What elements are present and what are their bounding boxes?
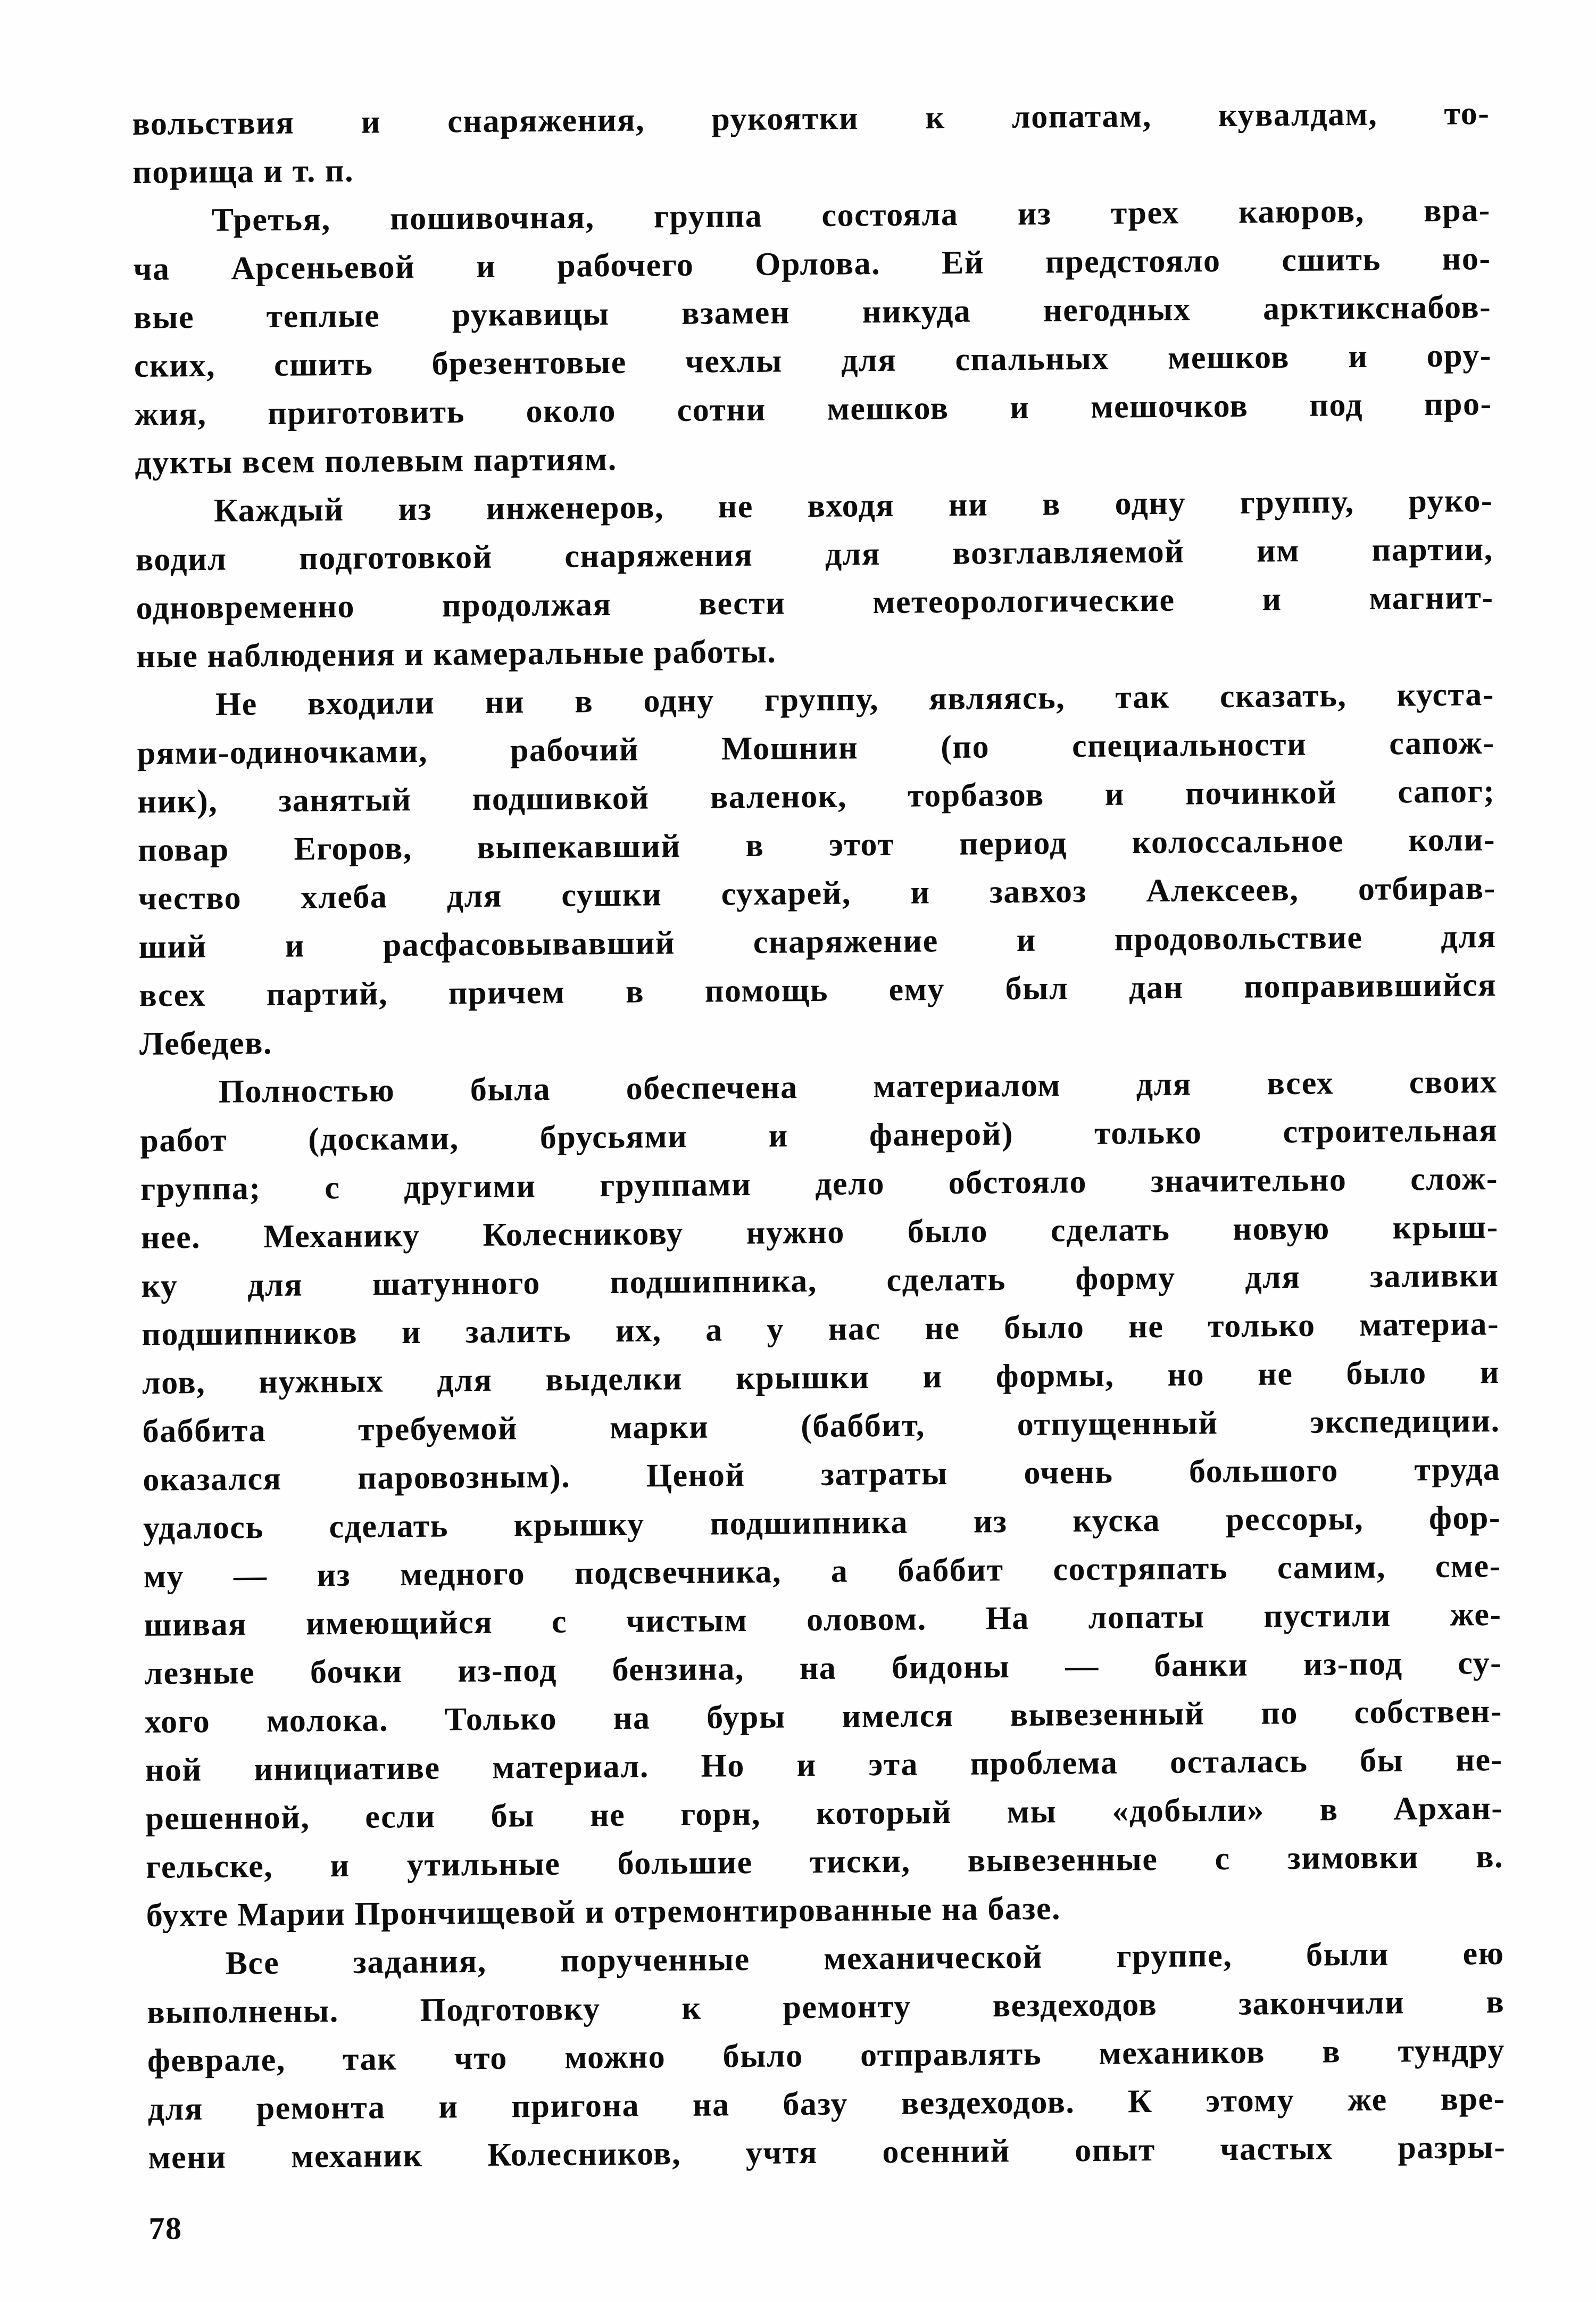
text-line: мени механик Колесников, учтя осенний опыт частых разры-: [148, 2129, 1506, 2176]
text-line: вые теплые рукавицы взамен никуда негодных арктикснабов-: [133, 288, 1492, 336]
text-line: ку для шатунного подшипника, сделать форму для заливки: [141, 1257, 1499, 1304]
page-number: 78: [148, 2210, 182, 2246]
text-line: Все задания, порученные механической группе, были ею: [225, 1935, 1504, 1982]
text-line: повар Егоров, выпекавший в этот период колоссальное коли-: [137, 821, 1496, 868]
text-line: хого молока. Только на буры имелся вывезенный по собствен-: [144, 1693, 1503, 1740]
text-line: дукты всем полевым партиям.: [135, 441, 618, 481]
text-line: феврале, так что можно было отправлять механиков в тундру: [147, 2032, 1506, 2079]
text-line: рями-одиночками, рабочий Мошнин (по специальности сапож-: [137, 724, 1495, 772]
text-line: одновременно продолжая вести метеорологические и магнит-: [136, 579, 1494, 626]
text-block: [132, 89, 1507, 2253]
text-line: вольствия и снаряжения, рукоятки к лопатам, кувалдам, то-: [132, 95, 1490, 143]
text-line: ной инициативе материал. Но и эта проблема осталась бы не-: [145, 1741, 1503, 1788]
text-line: лов, нужных для выделки крышки и формы, но не было и: [142, 1354, 1500, 1401]
text-line: Третья, пошивочная, группа состояла из трех каюров, вра-: [211, 192, 1491, 238]
text-line: му — из медного подсвечника, а баббит состряпать самим, сме-: [143, 1547, 1502, 1595]
text-line: Лебедев.: [139, 1025, 273, 1062]
text-line: решенной, если бы не горн, который мы «добыли» в Архан-: [145, 1790, 1503, 1837]
text-line: Полностью была обеспечена материалом для всех своих: [218, 1063, 1498, 1110]
text-line: чество хлеба для сушки сухарей, и завхоз Алексеев, отбирав-: [138, 870, 1497, 917]
text-line: удалось сделать крышку подшипника из куска рессоры, фор-: [143, 1499, 1501, 1546]
text-line: нее. Механику Колесникову нужно было сделать новую крыш-: [140, 1208, 1499, 1256]
text-line: баббита требуемой марки (баббит, отпущенный экспедиции.: [142, 1402, 1500, 1450]
text-line: выполнены. Подготовку к ремонту вездеходов закончили в: [146, 1983, 1505, 2031]
text-line: порища и т. п.: [132, 152, 354, 191]
text-line: шивая имеющийся с чистым оловом. На лопаты пустили же-: [144, 1596, 1502, 1643]
text-line: ший и расфасовывавший снаряжение и продовольствие для: [138, 918, 1497, 965]
text-line: жия, приготовить около сотни мешков и мешочков под про-: [134, 385, 1492, 433]
text-line: ских, сшить брезентовые чехлы для спальных мешков и ору-: [134, 337, 1492, 385]
text-line: ные наблюдения и камеральные работы.: [136, 633, 777, 675]
text-line: ник), занятый подшивкой валенок, торбазов и починкой сапог;: [137, 773, 1495, 820]
text-line: всех партий, причем в помощь ему был дан поправившийся: [138, 966, 1497, 1014]
text-line: работ (досками, брусьями и фанерой) только строительная: [140, 1112, 1498, 1159]
text-line: гельске, и утильные большие тиски, вывезенные с зимовки в.: [145, 1838, 1504, 1885]
text-line: группа; с другими группами дело обстояло значительно слож-: [140, 1160, 1499, 1207]
text-line: Каждый из инженеров, не входя ни в одну группу, руко-: [213, 482, 1493, 529]
text-line: для ремонта и пригона на базу вездеходов. К этому же вре-: [147, 2080, 1506, 2127]
text-line: Не входили ни в одну группу, являясь, так сказать, куста-: [215, 676, 1495, 723]
text-line: оказался паровозным). Ценой затраты очень большого труда: [143, 1451, 1501, 1498]
text-line: водил подготовкой снаряжения для возглавляемой им партии,: [135, 531, 1494, 578]
text-line: лезные бочки из-под бензина, на бидоны — банки из-под су-: [144, 1644, 1502, 1692]
text-line: бухте Марии Прончищевой и отремонтированные на базе.: [146, 1890, 1061, 1934]
text-line: ча Арсеньевой и рабочего Орлова. Ей предстояло сшить но-: [133, 240, 1491, 288]
text-line: подшипников и залить их, а у нас не было не только материа-: [141, 1305, 1500, 1353]
